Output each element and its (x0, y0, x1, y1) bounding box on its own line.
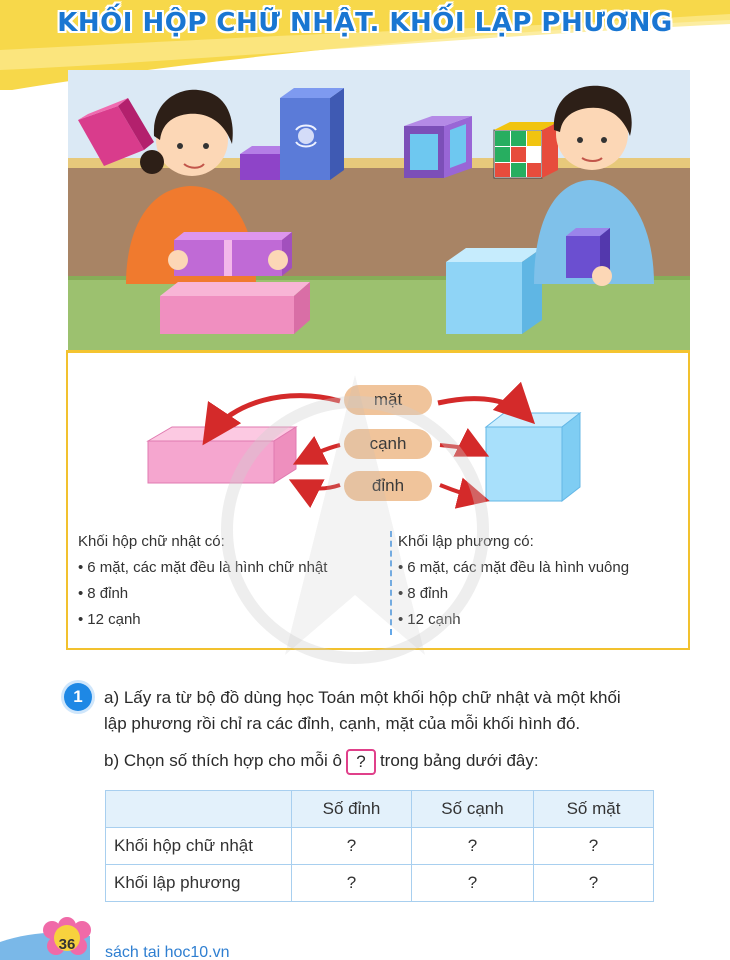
exercise-number-badge: 1 (64, 683, 92, 711)
cube-heading: Khối lập phương có: (398, 533, 534, 550)
page-title: KHỐI HỘP CHỮ NHẬT. KHỐI LẬP PHƯƠNG (57, 8, 673, 38)
cuboid-item: • 12 cạnh (78, 607, 388, 633)
cube-item: • 8 đỉnh (398, 581, 688, 607)
row-label: Khối lập phương (106, 865, 292, 902)
answer-table (105, 790, 654, 902)
answer-cell[interactable]: ? (412, 828, 534, 865)
cuboid-item: • 6 mặt, các mặt đều là hình chữ nhật (78, 555, 388, 581)
label-edge: cạnh (344, 429, 432, 459)
arrow-edge-left (300, 445, 340, 461)
table-header-cell: Số mặt (534, 791, 654, 828)
cuboid-heading: Khối hộp chữ nhật có: (78, 533, 225, 550)
table-header-cell: Số cạnh (412, 791, 534, 828)
answer-cell[interactable]: ? (534, 865, 654, 902)
info-box (66, 350, 690, 650)
arrow-vertex-left (296, 483, 340, 489)
cube-diagram-icon (486, 413, 580, 501)
exercise-part-b (104, 748, 539, 775)
arrow-vertex-right (440, 485, 482, 499)
part-b-text-after: trong bảng dưới đây: (379, 751, 539, 770)
answer-box-sample: ? (346, 749, 376, 775)
exercise-part-a-line2: lập phương rồi chỉ ra các đỉnh, cạnh, mặt của mỗi khối hình đó. (104, 714, 581, 733)
column-divider (390, 531, 392, 635)
answer-cell[interactable]: ? (292, 828, 412, 865)
cube-item: • 12 cạnh (398, 607, 688, 633)
cuboid-properties (78, 529, 388, 633)
illustration-scene (68, 70, 690, 352)
footer-source: sách tai hoc10.vn (105, 944, 230, 960)
table-header-cell (106, 791, 292, 828)
arrow-edge-right (440, 445, 482, 453)
blue-cube-icon (446, 248, 542, 334)
cuboid-diagram-icon (148, 427, 296, 483)
answer-cell[interactable]: ? (534, 828, 654, 865)
table-row (106, 828, 654, 865)
label-face: mặt (344, 385, 432, 415)
row-label: Khối hộp chữ nhật (106, 828, 292, 865)
pink-cuboid-icon (160, 282, 310, 334)
table-row (106, 865, 654, 902)
answer-cell[interactable]: ? (412, 865, 534, 902)
page-number: 36 (58, 936, 76, 953)
table-header-cell: Số đỉnh (292, 791, 412, 828)
picture-cube-icon (404, 116, 472, 178)
cube-properties (398, 529, 688, 633)
answer-cell[interactable]: ? (292, 865, 412, 902)
rubik-cube-icon (494, 122, 558, 178)
exercise-part-a-line1: a) Lấy ra từ bộ đồ dùng học Toán một khối hộp chữ nhật và một khối (104, 688, 621, 707)
label-vertex: đỉnh (344, 471, 432, 501)
cuboid-item: • 8 đỉnh (78, 581, 388, 607)
table-header-row (106, 791, 654, 828)
cube-item: • 6 mặt, các mặt đều là hình vuông (398, 555, 688, 581)
gift-box-icon (280, 88, 344, 180)
part-b-text-before: b) Chọn số thích hợp cho mỗi ô (104, 751, 342, 770)
